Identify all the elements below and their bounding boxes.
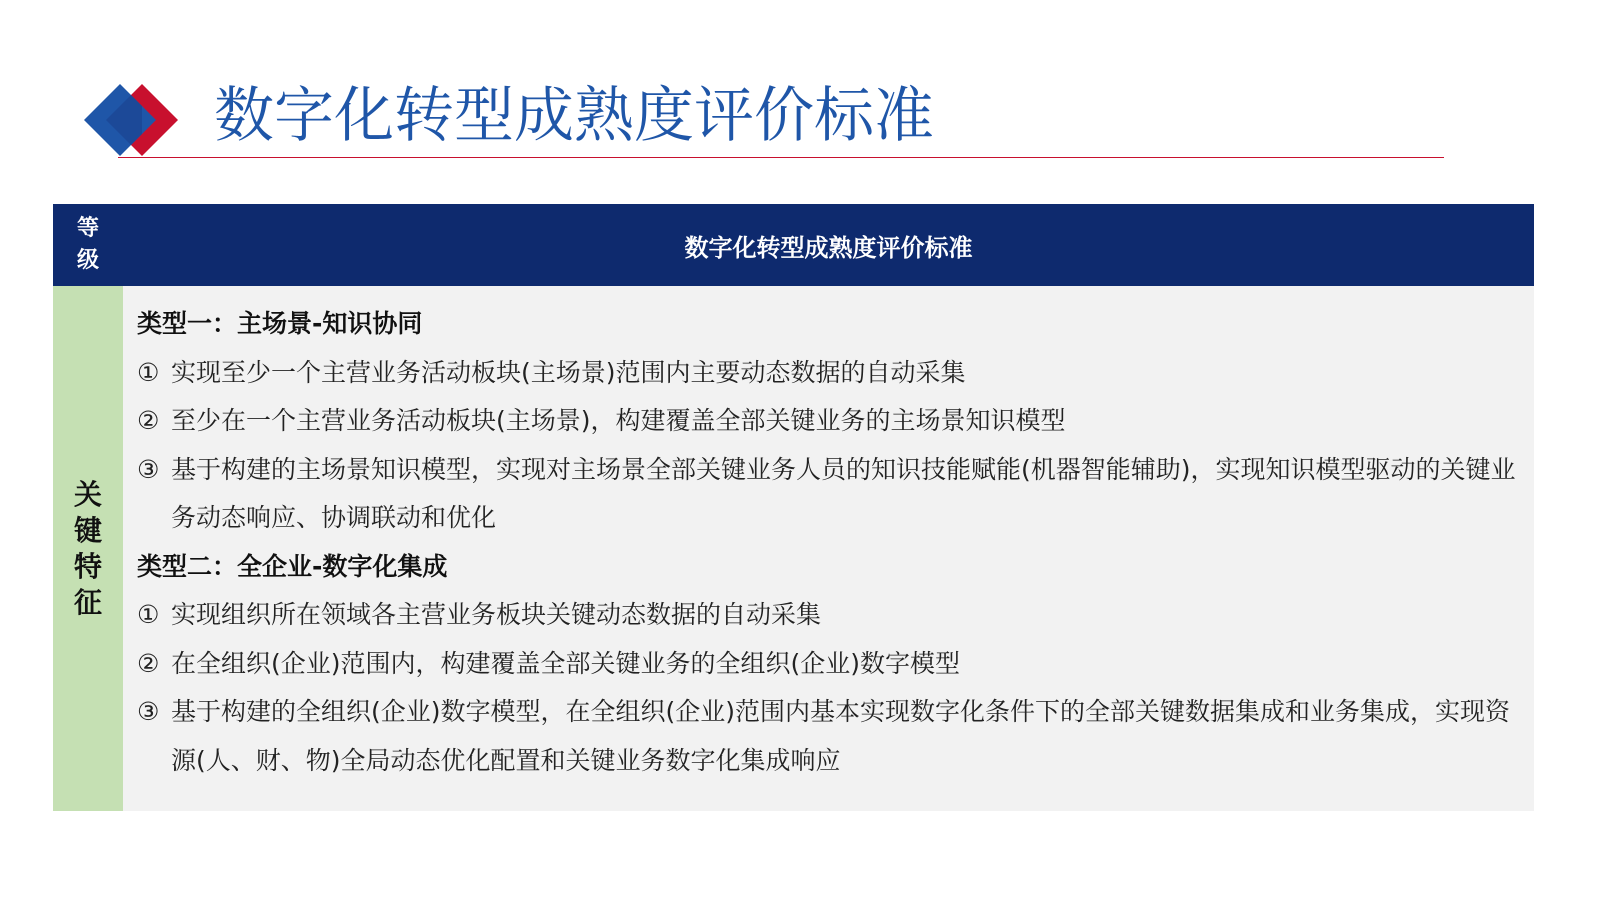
item-marker: ① xyxy=(137,600,160,629)
list-item xyxy=(137,446,1522,543)
criteria-list xyxy=(137,300,1522,785)
item-marker: ② xyxy=(137,648,160,678)
level-column-label: 等级 xyxy=(76,216,99,273)
section-heading-type-2: 类型二：全企业-数字化集成 xyxy=(137,551,448,581)
list-item xyxy=(137,688,1522,785)
level-column-header xyxy=(53,204,123,286)
section-heading-type-1: 类型一：主场景-知识协同 xyxy=(137,309,423,338)
list-item xyxy=(137,640,1522,689)
row-content-cell xyxy=(123,286,1534,811)
title-divider xyxy=(118,157,1444,158)
item-text: 至少在一个主营业务活动板块(主场景)，构建覆盖全部关键业务的主场景知识模型 xyxy=(171,406,1066,435)
row-label: 关键特征 xyxy=(73,477,102,619)
list-item xyxy=(137,349,1522,398)
maturity-criteria-table xyxy=(53,204,1534,811)
criteria-column-header: 数字化转型成熟度评价标准 xyxy=(684,233,973,262)
item-marker: ② xyxy=(137,406,160,435)
diamond-logo-icon xyxy=(84,84,184,156)
item-marker: ① xyxy=(137,357,160,387)
item-text: 实现组织所在领域各主营业务板块关键动态数据的自动采集 xyxy=(171,600,822,629)
item-marker: ③ xyxy=(137,454,160,484)
page-title: 数字化转型成熟度评价标准 xyxy=(214,81,934,151)
item-marker: ③ xyxy=(137,697,160,726)
list-item xyxy=(137,591,1522,640)
row-label-cell xyxy=(53,286,123,811)
list-item xyxy=(137,397,1522,446)
table-header xyxy=(53,204,1534,286)
item-text: 基于构建的全组织(企业)数字模型，在全组织(企业)范围内基本实现数字化条件下的全部关键数据集成和业务集成，实现资源(人、财、物)全局动态优化配置和关键业务数字化集成响应 xyxy=(171,697,1511,775)
table-row xyxy=(53,286,1534,811)
item-text: 在全组织(企业)范围内，构建覆盖全部关键业务的全组织(企业)数字模型 xyxy=(171,648,961,678)
item-text: 实现至少一个主营业务活动板块(主场景)范围内主要动态数据的自动采集 xyxy=(171,357,966,387)
item-text: 基于构建的主场景知识模型，实现对主场景全部关键业务人员的知识技能赋能(机器智能辅助)，实现知识模型驱动的关键业务动态响应、协调联动和优化 xyxy=(171,454,1516,532)
